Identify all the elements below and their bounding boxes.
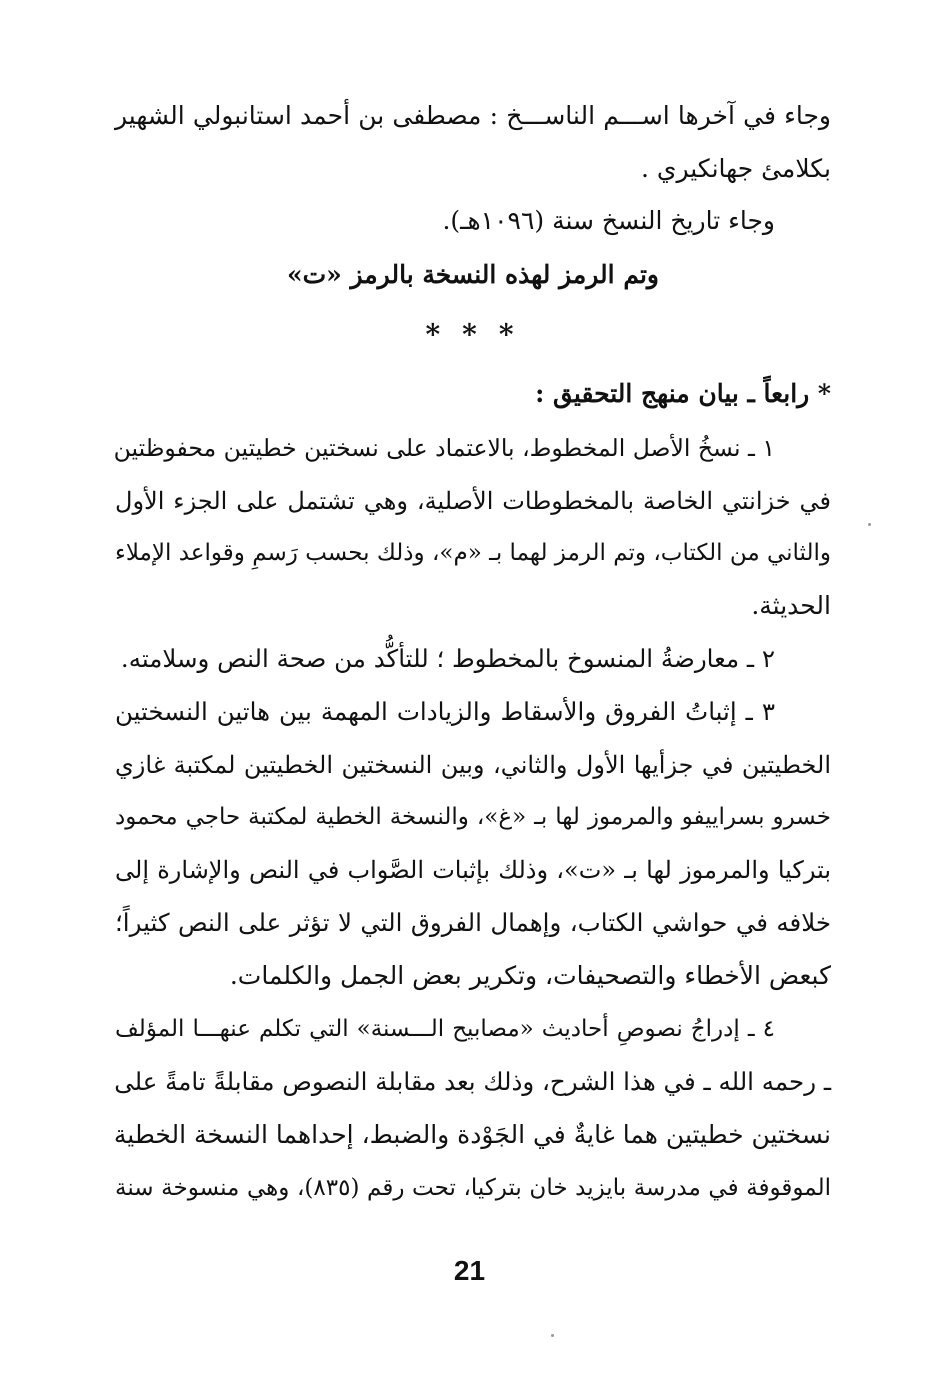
- body-line: ٢ ـ معارضةُ المنسوخ بالمخطوط ؛ للتأكُّد من صحة النص وسلامته.: [120, 644, 775, 673]
- body-line: وجاء تاريخ النسخ سنة (١٠٩٦هـ).: [442, 206, 775, 235]
- scan-speck: [551, 1334, 554, 1337]
- body-line: الحديثة.: [751, 591, 831, 620]
- scan-speck: [868, 523, 871, 526]
- body-line: والثاني من الكتاب، وتم الرمز لهما بـ «م»، وذلك بحسب رَسمِ وقواعد الإملاء: [115, 540, 831, 566]
- section-note: وتم الرمز لهذه النسخة بالرمز «ت»: [287, 260, 659, 289]
- body-line: وجاء في آخرها اســـم الناســـخ : مصطفى بن أحمد استانبولي الشهير: [115, 101, 831, 130]
- body-line: ١ ـ نسخُ الأصل المخطوط، بالاعتماد على نسختين خطيتين محفوظتين: [113, 434, 775, 462]
- section-heading: * رابعاً ـ بيان منهج التحقيق :: [535, 379, 831, 408]
- asterism-separator: ***: [425, 318, 536, 351]
- body-line: ٤ ـ إدراجُ نصوصِ أحاديث «مصابيح الـــسنة» التي تكلم عنهـــا المؤلف: [115, 1016, 775, 1042]
- body-line: ـ رحمه الله ـ في هذا الشرح، وذلك بعد مقابلة النصوص مقابلةً تامةً على: [114, 1067, 831, 1096]
- body-line: في خزانتي الخاصة بالمخطوطات الأصلية، وهي تشتمل على الجزء الأول: [115, 487, 831, 515]
- body-line: خسرو بسراييفو والمرموز لها بـ «غ»، والنسخة الخطية لمكتبة حاجي محمود: [115, 804, 831, 830]
- body-line: نسختين خطيتين هما غايةٌ في الجَوْدة والضبط، إحداهما النسخة الخطية: [113, 1120, 831, 1149]
- body-line: بكلامئ جهانكيري .: [640, 154, 831, 183]
- body-line: الموقوفة في مدرسة بايزيد خان بتركيا، تحت رقم (٨٣٥)، وهي منسوخة سنة: [115, 1175, 831, 1201]
- body-line: بتركيا والمرموز لها بـ «ت»، وذلك بإثبات الصَّواب في النص والإشارة إلى: [115, 856, 831, 884]
- page-number: 21: [453, 1255, 486, 1286]
- body-line: خلافه في حواشي الكتاب، وإهمال الفروق التي لا تؤثر على النص كثيراً؛: [115, 908, 831, 937]
- body-line: الخطيتين في جزأيها الأول والثاني، وبين النسختين الخطيتين لمكتبة غازي: [115, 751, 831, 779]
- body-line: ٣ ـ إثباتُ الفروق والأسقاط والزيادات المهمة بين هاتين النسختين: [115, 697, 775, 726]
- body-line: كبعض الأخطاء والتصحيفات، وتكرير بعض الجمل والكلمات.: [229, 961, 831, 990]
